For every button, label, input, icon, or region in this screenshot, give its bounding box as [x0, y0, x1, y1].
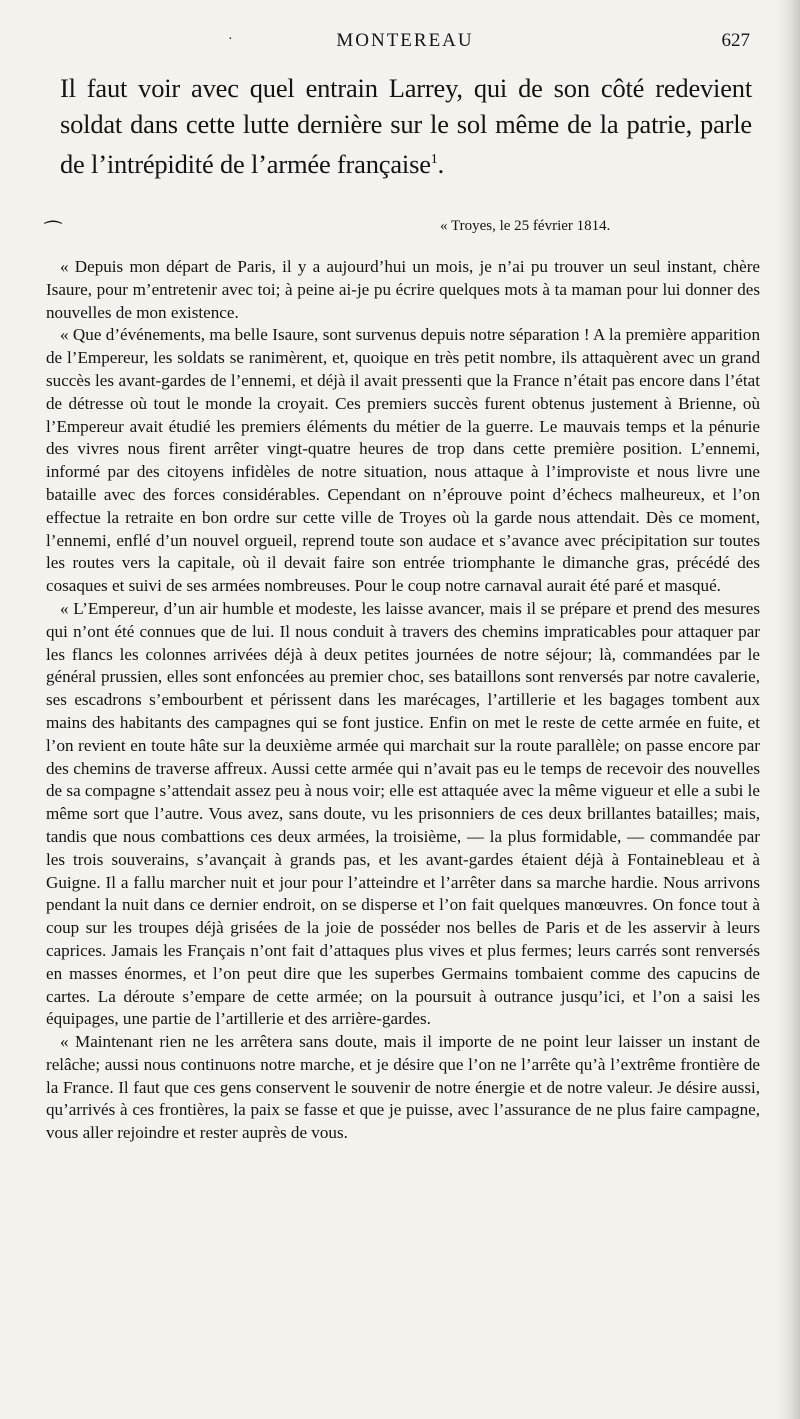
page-number: 627 — [721, 30, 750, 51]
page-edge-shadow — [778, 0, 800, 1419]
footnote-ref: 1 — [430, 152, 438, 167]
header-dot: · — [228, 32, 233, 47]
letter-dateline: « Troyes, le 25 février 1814. — [440, 218, 611, 234]
intro-end: . — [437, 148, 445, 179]
running-title: MONTEREAU — [336, 30, 474, 51]
intro-text: Il faut voir avec quel entrain Larrey, qui de son côté redevient soldat dans cette lutte dernière sur le sol même de la patrie, parle de l’intrépidité de l’armée française — [60, 73, 752, 179]
letter-paragraph: « Que d’événements, ma belle Isaure, sont survenus depuis notre séparation ! A la première apparition de l’Empereur, les soldats se ranimèrent, et, quoique en très petit nombre, ils attaquèrent avec un grand succès les avant-gardes de l’ennemi, et déjà il avait pressenti que la France n’était pas encore dans l’état de détresse où tout le monde la croyait. Ces premiers succès furent obtenus justement à Brienne, où l’Empereur avait étudié les premiers éléments du métier de la guerre. Le mauvais temps et la pénurie des vivres nous firent arrêter vingt-quatre heures de trop dans cette première position. L’ennemi, informé par des citoyens infidèles de notre situation, nous attaque à l’improviste et nous livre une bataille avec des forces considérables. Cependant on n’éprouve point d’échecs malheureux, et l’on effectue la retraite en bon ordre sur cette ville de Troyes où la garde nous attendait. Dès ce moment, l’ennemi, enflé d’un nouvel orgueil, reprend toute son audace et s’avance avec précipitation sur toutes les routes vers la capitale, où il devait faire son entrée triomphante le dimanche gras, précédé des cosaques et suivi de ses armées nombreuses. Pour le coup notre carnaval aurait été paré et masqué. — [46, 325, 760, 596]
letter-paragraph: « Maintenant rien ne les arrêtera sans doute, mais il importe de ne point leur laisser un instant de relâche; aussi nous continuons notre marche, et je désire que l’on ne l’arrête qu’à l’extrême frontière de la France. Il faut que ces gens conservent le souvenir de notre énergie et de notre valeur. Je désire aussi, qu’arrivés à ces frontières, la paix se fasse et que je puisse, avec l’assurance de ne plus faire campagne, vous aller rejoindre et rester auprès de vous. — [46, 1032, 760, 1143]
margin-mark: ⁀ — [45, 222, 62, 244]
running-header — [60, 28, 750, 58]
letter-paragraph: « L’Empereur, d’un air humble et modeste, les laisse avancer, mais il se prépare et prend des mesures qui n’ont été connues que de lui. Il nous conduit à travers des chemins impraticables pour attaquer par les flancs les colonnes arrivées déjà à deux petites journées de notre séjour; là, commandées par le général prussien, elles sont enfoncées au premier choc, ses bataillons sont renversés par notre cavalerie, ses escadrons s’embourbent et périssent dans les marécages, l’artillerie et les bagages tombent aux mains des habitants des campagnes qui se font justice. Enfin on met le reste de cette armée en fuite, et l’on revient en toute hâte sur la deuxième armée qui marchait sur la route parallèle; on passe encore par des chemins de traverse affreux. Aussi cette armée qui n’avait pas eu le temps de recevoir des nouvelles de sa compagne s’attendait assez peu à nous voir; elle est attaquée avec la même vigueur et elle a subi le même sort que l’autre. Vous avez, sans doute, vu les prisonniers de ces deux brillantes batailles; mais, tandis que nous combattions ces deux armées, la troisième, — la plus formidable, — commandée par les trois souverains, s’avançait à grands pas, et les avant-gardes étaient déjà à Fontainebleau et à Guigne. Il a fallu marcher nuit et jour pour l’atteindre et l’arrêter dans sa marche hardie. Nous arrivons pendant la nuit dans ce dernier endroit, on se disperse et l’on fait quelques manœuvres. On fonce tout à coup sur les troupes déjà grisées de la joie de posséder nos belles de Paris et de les asservir à leurs caprices. Jamais les Français n’ont fait d’attaques plus vives et plus fermes; leurs carrés sont renversés en masses énormes, et l’on peut dire que les superbes Germains tombaient comme des capucins de cartes. La déroute s’empare de cette armée; on la poursuit à outrance jusqu’ici, et l’on a saisi les équipages, une partie de l’artillerie et des arrière-gardes. — [46, 598, 760, 1029]
letter-body — [46, 256, 760, 1145]
intro-paragraph — [60, 70, 752, 182]
letter-paragraph: « Depuis mon départ de Paris, il y a aujourd’hui un mois, je n’ai pu trouver un seul instant, chère Isaure, pour m’entretenir avec toi; à peine ai-je pu écrire quelques mots à ta maman pour lui donner des nouvelles de mon existence. — [46, 257, 760, 322]
